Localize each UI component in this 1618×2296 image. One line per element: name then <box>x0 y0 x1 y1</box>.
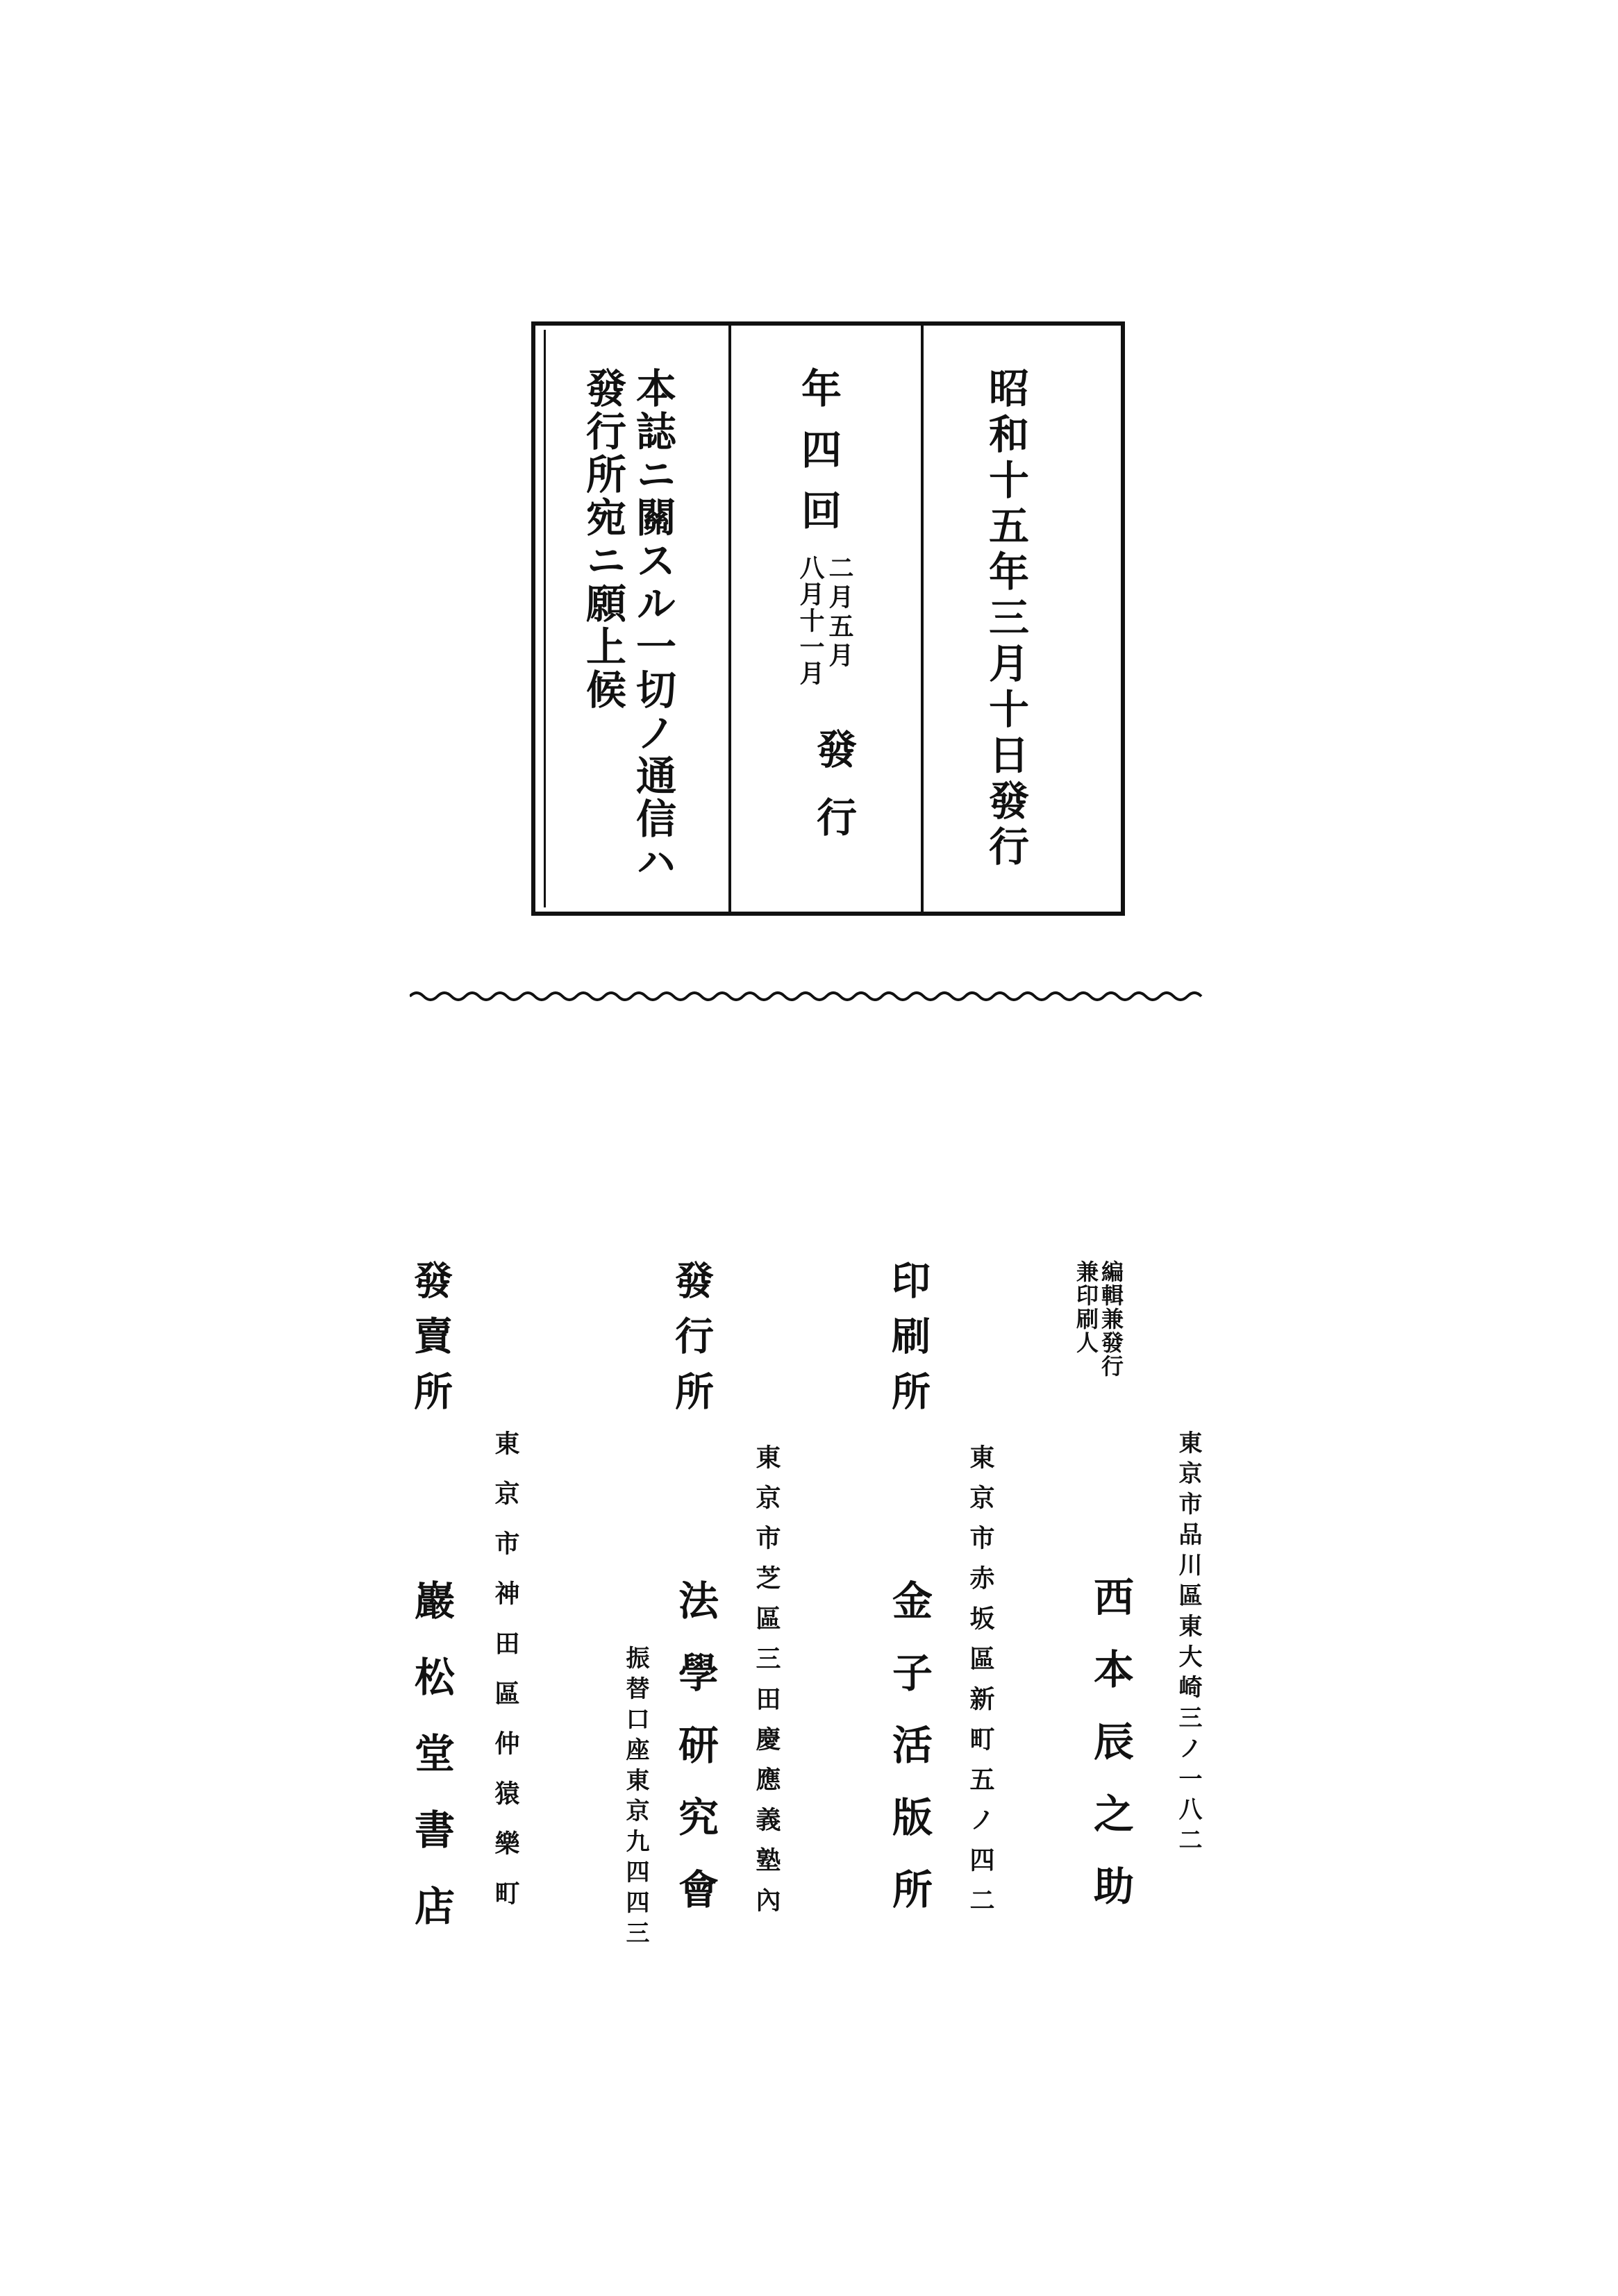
notice-divider-left <box>728 326 731 912</box>
publisher-name: 法學研究會 <box>672 1579 719 1941</box>
frequency-lead: 年四回 <box>794 367 842 551</box>
printer-label: 印刷所 <box>885 1260 931 1427</box>
frequency-months-right: 二月五月 <box>825 555 854 671</box>
distributor-name: 巖松堂書店 <box>408 1579 455 1961</box>
distributor-address: 東京市神田區仲猿樂町 <box>491 1430 520 1930</box>
editor-address: 東京市品川區東大崎三ノ一八二 <box>1174 1430 1202 1858</box>
publisher-address: 東京市芝區三田慶應義塾內 <box>752 1444 781 1927</box>
notice-divider-right <box>921 326 924 912</box>
distributor-label: 發賣所 <box>408 1260 453 1427</box>
notice-inner-rule <box>544 330 546 907</box>
frequency-tail: 發行 <box>810 728 857 864</box>
editor-role-line-1: 編輯兼發行 <box>1098 1260 1124 1378</box>
editor-name: 西本辰之助 <box>1087 1576 1134 1937</box>
editor-role-line-2: 兼印刷人 <box>1073 1260 1099 1355</box>
wavy-separator <box>410 982 1208 1010</box>
printer-name: 金子活版所 <box>885 1579 933 1941</box>
publisher-label: 發行所 <box>669 1260 715 1427</box>
issue-date: 昭和十五年三月十日發行 <box>982 367 1029 871</box>
contact-line-1: 本誌ニ關スル一切ノ通信ハ <box>629 367 676 884</box>
notice-box <box>531 321 1125 916</box>
publisher-account: 振替口座東京九四四三 <box>622 1645 649 1951</box>
contact-line-2: 發行所宛ニ願上候 <box>579 367 626 712</box>
printer-address: 東京市赤坂區新町五ノ四二 <box>966 1444 995 1927</box>
frequency-months-left: 八月十一月 <box>796 555 825 687</box>
